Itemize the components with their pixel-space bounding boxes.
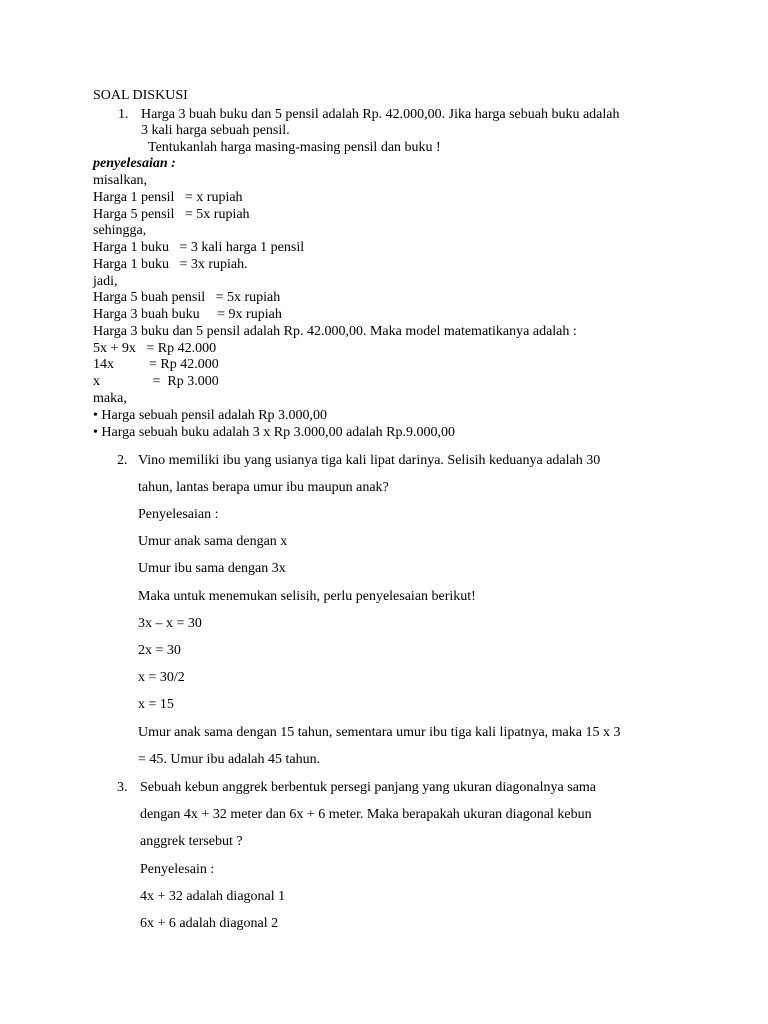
q1-solution-heading: penyelesaian : bbox=[93, 156, 176, 171]
q1-text-line2: 3 kali harga sebuah pensil. bbox=[141, 123, 290, 138]
q1-bullet-item: • Harga sebuah buku adalah 3 x Rp 3.000,00 adalah Rp.9.000,00 bbox=[93, 425, 455, 440]
q2-step: Maka untuk menemukan selisih, perlu penyelesaian berikut! bbox=[138, 589, 476, 604]
document-title: SOAL DISKUSI bbox=[93, 88, 188, 103]
q3-text-line2: dengan 4x + 32 meter dan 6x + 6 meter. Maka berapakah ukuran diagonal kebun bbox=[140, 807, 592, 822]
q2-step: x = 15 bbox=[138, 697, 174, 712]
q1-step: Harga 1 pensil = x rupiah bbox=[93, 190, 243, 205]
q3-text-line3: anggrek tersebut ? bbox=[140, 834, 243, 849]
q1-bullet-item: • Harga sebuah pensil adalah Rp 3.000,00 bbox=[93, 408, 328, 423]
q2-text-line1: Vino memiliki ibu yang usianya tiga kali lipat darinya. Selisih keduanya adalah 30 bbox=[138, 453, 601, 468]
q1-step: 14x = Rp 42.000 bbox=[93, 357, 219, 372]
q1-step: misalkan, bbox=[93, 173, 148, 188]
q1-number: 1. bbox=[118, 107, 129, 122]
q2-step: 3x – x = 30 bbox=[138, 616, 202, 631]
q1-step: Harga 1 buku = 3 kali harga 1 pensil bbox=[93, 240, 305, 255]
q2-step: Umur ibu sama dengan 3x bbox=[138, 561, 286, 576]
q3-text-line1: Sebuah kebun anggrek berbentuk persegi panjang yang ukuran diagonalnya sama bbox=[140, 780, 597, 795]
q1-step: x = Rp 3.000 bbox=[93, 374, 219, 389]
q2-step: x = 30/2 bbox=[138, 670, 185, 685]
q1-step: sehingga, bbox=[93, 223, 147, 238]
q3-number: 3. bbox=[117, 780, 128, 795]
q1-text-line3: Tentukanlah harga masing-masing pensil dan buku ! bbox=[148, 140, 441, 155]
q1-step: Harga 5 pensil = 5x rupiah bbox=[93, 207, 250, 222]
q3-step: 6x + 6 adalah diagonal 2 bbox=[140, 916, 279, 931]
q2-step: Umur anak sama dengan x bbox=[138, 534, 288, 549]
q1-step: Harga 3 buah buku = 9x rupiah bbox=[93, 307, 282, 322]
q1-step: 5x + 9x = Rp 42.000 bbox=[93, 341, 217, 356]
q3-step: 4x + 32 adalah diagonal 1 bbox=[140, 889, 286, 904]
q2-text-line2: tahun, lantas berapa umur ibu maupun anak? bbox=[138, 480, 389, 495]
q3-step: Penyelesain : bbox=[140, 862, 215, 877]
q2-number: 2. bbox=[117, 453, 128, 468]
q1-text-line1: Harga 3 buah buku dan 5 pensil adalah Rp. 42.000,00. Jika harga sebuah buku adalah bbox=[141, 107, 620, 122]
q1-step: Harga 5 buah pensil = 5x rupiah bbox=[93, 290, 281, 305]
q2-step: = 45. Umur ibu adalah 45 tahun. bbox=[138, 752, 321, 767]
q1-step: jadi, bbox=[93, 274, 118, 289]
q1-step: maka, bbox=[93, 391, 127, 406]
q1-step: Harga 3 buku dan 5 pensil adalah Rp. 42.000,00. Maka model matematikanya adalah : bbox=[93, 324, 577, 339]
q2-step: Penyelesaian : bbox=[138, 507, 219, 522]
q2-step: 2x = 30 bbox=[138, 643, 181, 658]
q1-step: Harga 1 buku = 3x rupiah. bbox=[93, 257, 248, 272]
q2-step: Umur anak sama dengan 15 tahun, sementara umur ibu tiga kali lipatnya, maka 15 x 3 bbox=[138, 725, 621, 740]
